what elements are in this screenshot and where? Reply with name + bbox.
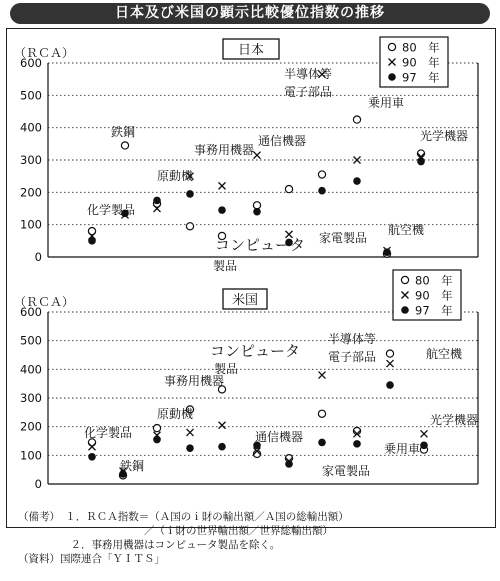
us-category-label: 乗用車 [384, 442, 421, 456]
japan-legend-label: 90 年 [402, 55, 440, 70]
japan-point-9 [353, 177, 361, 185]
us-category-label: 電子部品 [328, 350, 377, 364]
us-category-label: 航空機 [426, 347, 463, 361]
us-category-label: 鉄鋼 [120, 459, 145, 473]
us-legend-label: 90 年 [415, 288, 453, 303]
japan-category-label: 光学機器 [420, 129, 469, 143]
us-point-8 [319, 372, 326, 379]
us-point-8 [318, 439, 326, 447]
japan-point-2 [121, 142, 128, 149]
note-line-3: ２．事務用機器はコンピュータ製品を除く。 [18, 539, 281, 551]
us-y-tick-label: 400 [20, 362, 42, 377]
japan-y-tick-label: 200 [20, 185, 42, 200]
us-category-label: 化学製品 [84, 426, 133, 440]
us-category-label: コンピュータ [210, 342, 301, 360]
japan-y-tick-label: 0 [34, 250, 42, 264]
us-y-tick-label: 100 [20, 448, 42, 463]
us-point-10 [386, 381, 394, 389]
us-legend-label: 97 年 [415, 303, 453, 318]
us-category-label: 通信機器 [255, 430, 304, 444]
japan-point-8 [318, 171, 325, 178]
japan-y-tick-label: 600 [20, 56, 42, 70]
japan-y-tick-label: 300 [20, 153, 42, 167]
japan-point-8 [318, 187, 326, 195]
japan-y-tick-label: 100 [20, 217, 42, 232]
japan-point-3 [153, 197, 161, 205]
japan-category-label: 電子部品 [284, 85, 333, 99]
japan-point-6 [253, 208, 261, 216]
source-note: （資料）国際連合「ＹＩＴＳ」 [18, 553, 165, 565]
us-point-11 [421, 430, 428, 437]
japan-category-label: 鉄鋼 [111, 125, 136, 139]
us-point-10 [386, 350, 393, 357]
us-point-4 [186, 444, 194, 452]
japan-point-7 [285, 186, 292, 193]
us-point-5 [218, 443, 226, 451]
us-legend-marker [401, 306, 409, 314]
japan-category-label: 事務用機器 [194, 143, 255, 157]
us-point-3 [153, 425, 160, 432]
us-category-label: 半導体等 [328, 332, 377, 346]
us-point-3 [153, 436, 161, 444]
japan-category-label: 原動機 [157, 169, 194, 183]
japan-category-label: 家電製品 [319, 231, 368, 245]
chart-title: 日本及び米国の顕示比較優位指数の推移 [10, 3, 490, 24]
japan-y-tick-label: 500 [20, 88, 42, 103]
japan-y-axis-label: （ＲＣＡ） [14, 46, 75, 60]
japan-point-4 [186, 223, 193, 230]
us-point-10 [387, 360, 394, 367]
japan-point-4 [186, 190, 194, 198]
japan-point-6 [253, 202, 260, 209]
japan-point-5 [218, 206, 226, 214]
japan-point-5 [219, 182, 226, 189]
us-panel-title: 米国 [231, 293, 259, 308]
japan-legend-marker [388, 73, 396, 81]
note-line-2: ／（ｉ財の世界輸出額／世界総輸出額） [18, 525, 333, 537]
japan-legend-label: 80 年 [402, 40, 440, 55]
us-point-5 [219, 422, 226, 429]
us-category-label: 事務用機器 [164, 374, 225, 388]
us-point-1 [88, 453, 96, 461]
us-point-9 [353, 440, 361, 448]
us-y-tick-label: 500 [20, 333, 42, 348]
us-y-tick-label: 0 [34, 477, 42, 491]
japan-category-label: 化学製品 [87, 203, 136, 217]
us-category-label: 家電製品 [322, 464, 371, 478]
japan-panel-title: 日本 [237, 43, 265, 58]
us-category-label: 原動機 [157, 407, 194, 421]
japan-category-label: 乗用車 [368, 96, 405, 110]
us-y-tick-label: 200 [20, 419, 42, 434]
us-category-label: 光学機器 [430, 413, 479, 427]
us-y-tick-label: 600 [20, 305, 42, 319]
japan-category-label: 通信機器 [258, 134, 307, 148]
japan-point-11 [417, 158, 425, 166]
japan-y-tick-label: 400 [20, 120, 42, 135]
japan-category-label: コンピュータ [215, 236, 306, 254]
japan-point-6 [254, 152, 261, 159]
us-legend-marker [401, 276, 408, 283]
japan-category-label: 航空機 [388, 223, 425, 237]
japan-point-10 [383, 248, 391, 256]
us-category-label: 製品 [214, 362, 239, 376]
us-legend-label: 80 年 [415, 273, 453, 288]
japan-category-label: 半導体等 [284, 67, 333, 81]
us-y-tick-label: 300 [20, 391, 42, 405]
us-point-4 [187, 429, 194, 436]
note-line-1: （備考） １．ＲＣＡ指数＝（Ａ国のｉ財の輸出額／Ａ国の総輸出額） [18, 511, 349, 523]
us-point-7 [285, 460, 293, 468]
us-y-axis-label: （ＲＣＡ） [14, 295, 75, 309]
japan-legend-label: 97 年 [402, 70, 440, 85]
us-point-8 [318, 410, 325, 417]
japan-point-1 [88, 237, 96, 245]
us-point-11 [420, 442, 428, 450]
japan-category-label: 製品 [213, 259, 238, 273]
japan-point-9 [354, 157, 361, 164]
japan-point-9 [353, 116, 360, 123]
japan-legend-marker [388, 43, 395, 50]
